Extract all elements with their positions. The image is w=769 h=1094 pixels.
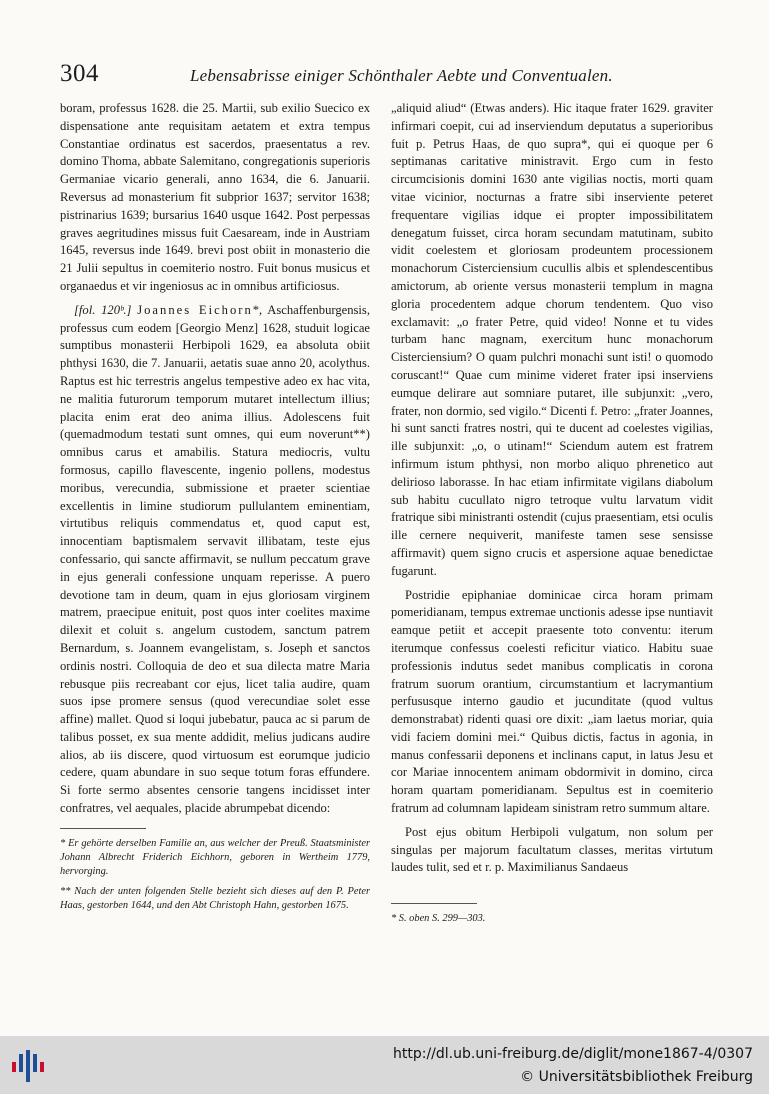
right-column: [391, 100, 713, 932]
footnote-divider: [391, 903, 477, 904]
footnote-right: * S. oben S. 299—303.: [391, 913, 486, 925]
permalink-url[interactable]: http://dl.ub.uni-freiburg.de/diglit/mone1867-4/0307: [393, 1046, 753, 1062]
left-paragraph-1: boram, professus 1628. die 25. Martii, sub exilio Suecico ex dispensatione ante requisitam aetatem et extra tempus Constantiae ordinatus est sacerdos, praesentatus a rev. domino Thoma, abbate Salemitano, congregationis superioris Germaniae vicario generali, anno 1634, die 6. Januarii. Reversus ad monasterium fit subprior 1637; servitor 1638; pistrinarius 1639; bursarius 1640 usque 1642. Post perpessas graves aegritudines missus fuit Caesaream, inde in Austriam 1645, reversus inde 1649. brevi post obiit in monasterio die 21 Julii sepultus in coemiterio nostro. Fuit bonus musicus et organaedus et vir ingeniosus ac in omnibus artificiosus.: [60, 101, 370, 293]
right-paragraph-2: Postridie epiphaniae dominicae circa horam primam pomeridianam, tempus extremae unctionis adesse ipse nuntiavit eamque petiit et accepit praesente toto conventu: iterum iterumque confessus coelesti reficitur viatico. Habitu suae professionis indutus sedet manibus complicatis in corona fratrum suorum orantium, circumstantium et lacrymantium perfususque interno gaudio et jucunditate (quod vultus demonstrabat) ridenti quasi ore dixit: „iam laetus moriar, quia vidi faciem domini mei.“ Quibus dictis, factus in agonia, in manus confessarii deponens et inclinans caput, in latus Jesu et cor Mariae innocentem animam obdormivit in domino, circa horam quartam pomeridianam. Sepultus est in coemiterio fratrum ad columnam lapideam sinistram retro summum altare.: [391, 587, 713, 816]
copyright-notice: © Universitätsbibliothek Freiburg: [520, 1069, 753, 1085]
person-name: Joannes Eichorn: [137, 302, 253, 317]
footnote-divider: [60, 828, 146, 829]
page-number: 304: [60, 60, 99, 87]
footnote-2: ** Nach der unten folgenden Stelle bezieht sich dieses auf den P. Peter Haas, gestorben 1644, und den Abt Christoph Hahn, gestorben 1675.: [60, 885, 370, 911]
viewer-footer: [0, 1036, 769, 1094]
folio-reference: [fol. 120ᵇ.]: [74, 302, 132, 317]
right-paragraph-3: Post ejus obitum Herbipoli vulgatum, non solum per singulas per majorum facultatum classes, meritas virtutum laudes tulit, sed et r. p. Maximilianus Sandaeus: [391, 824, 713, 875]
left-column: [60, 100, 370, 919]
running-title: Lebensabrisse einiger Schönthaler Aebte und Conventualen.: [190, 66, 613, 85]
page-header: [60, 60, 715, 100]
footnote-1: * Er gehörte derselben Familie an, aus welcher der Preuß. Staatsminister Johann Albrecht Friderich Eichhorn, geboren in Wertheim 1779, hervorging.: [60, 837, 370, 877]
left-paragraph-2-text: *, Aschaffenburgensis, professus cum eodem [Georgio Menz] 1628, studuit logicae sumptibus monasterii Herbipoli 1629, ea absoluta obiit phthysi 1630, die 7. Januarii, aetatis suae anno 20, acolythus. Raptus est hic terrestris angelus tempestive adeo ex hac vita, ne malitia futurorum temporum mutaret intellectum illius; placita enim erat deo anima illius. Adolescens fuit (quemadmodum testati sunt omnes, qui eum noverunt**) omnibus carus et amabilis. Statura mediocris, vultu formosus, capillo flavescente, ingenio pollens, modestus moribus, verecundia, submissione et praeter scientiae excellentis in limine studiorum pullulantem eminentiam, virtutibus reliquis commendatus et, quod caput est, innocentiam baptismalem servavit illibatam, teste ejus confessario, qui sancte affirmavit, se nullum peccatum grave in ejus generali confessione unquam reperisse. A puero devotione tam in deum, quam in ejus gloriosam virginem matrem, praecipue enituit, post quos inter coelites maxime dilexit et coluit s. angelum custodem, sanctum patrem Bernardum, s. Joannem evangelistam, s. Joseph et sanctos ordinis nostri. Colloquia de deo et sua dilecta matre Maria rebusque piis recreabant cor ejus, licet talia audire, quam suos ipse promere sensus (quod verecundiae solet esse affine) mallet. Quod si loqui jubebatur, pauca ac si parum de talibus posset, ex sua mente addidit, melius judicans audire alios, ab iis discere, quod virtuosum est eorumque judicio cedere, quam abundare in suo seque totum foras effundere. Si forte sermo absentes censorie tangens incidisset inter confratres, vel aequales, placide abrumpebat dicendo:: [60, 302, 370, 816]
left-paragraph-2: [60, 302, 370, 818]
right-paragraph-1: „aliquid aliud“ (Etwas anders). Hic itaque frater 1629. graviter infirmari coepit, cui ad inserviendum deputatus a superioribus fuit p. Petrus Haas, de quo supra*, qui ei quoque per 6 septimanas caritative ministravit. Ergo cum in festo circumcisionis domini 1630 ante vigilias noctis, morti quam vitae vicinior, nocturnas a fratre sibi inserviente peteret frequentare vigilias idque ei propter impossibilitatem denegatum fuisset, circa horam secundam matutinam, subito vidit coelestem et gloriosam prodeuntem processionem monachorum Cisterciensium cucullis albis et splendescentibus amictorum, ab oriente versus monasterii templum in magna gloria procedentem adque chorum tendentem. Quo viso exclamavit: „o frater Petre, quid video! Nonne et tu vides turbam hanc magnam, exercitum hunc monachorum Cisterciensium? O quam pulchri monachi sunt isti! o quomodo coruscant!“ Quae cum minime videret frater ipsi inserviens eumque delirare aut somniare putaret, ille subjunxit: „vero, frater, non dormio, sed vigilo.“ Dicenti f. Petro: „frater Joannes, hi sunt sancti fratres nostri, qui te ducent ad coelestes vigilias, ille subjunxit: „o, o utinam!“ Sciendum autem est fratrem infirmum istum phthysi, non morbo aliquo phrenetico aut delirioso laborasse. In hac etiam infirmitate vigilans diabolum sub habitu cucullato nigro tetroque vultu larvatum vidit fratrique sibi ministranti ostendit (cujus praesentiam, etsi oculis ille cernere nequiverit, manifeste tamen sese sensisse affirmavit) quem signo crucis et aspersione aquae benedictae fugarunt.: [391, 101, 713, 578]
library-logo-icon: [10, 1048, 46, 1084]
